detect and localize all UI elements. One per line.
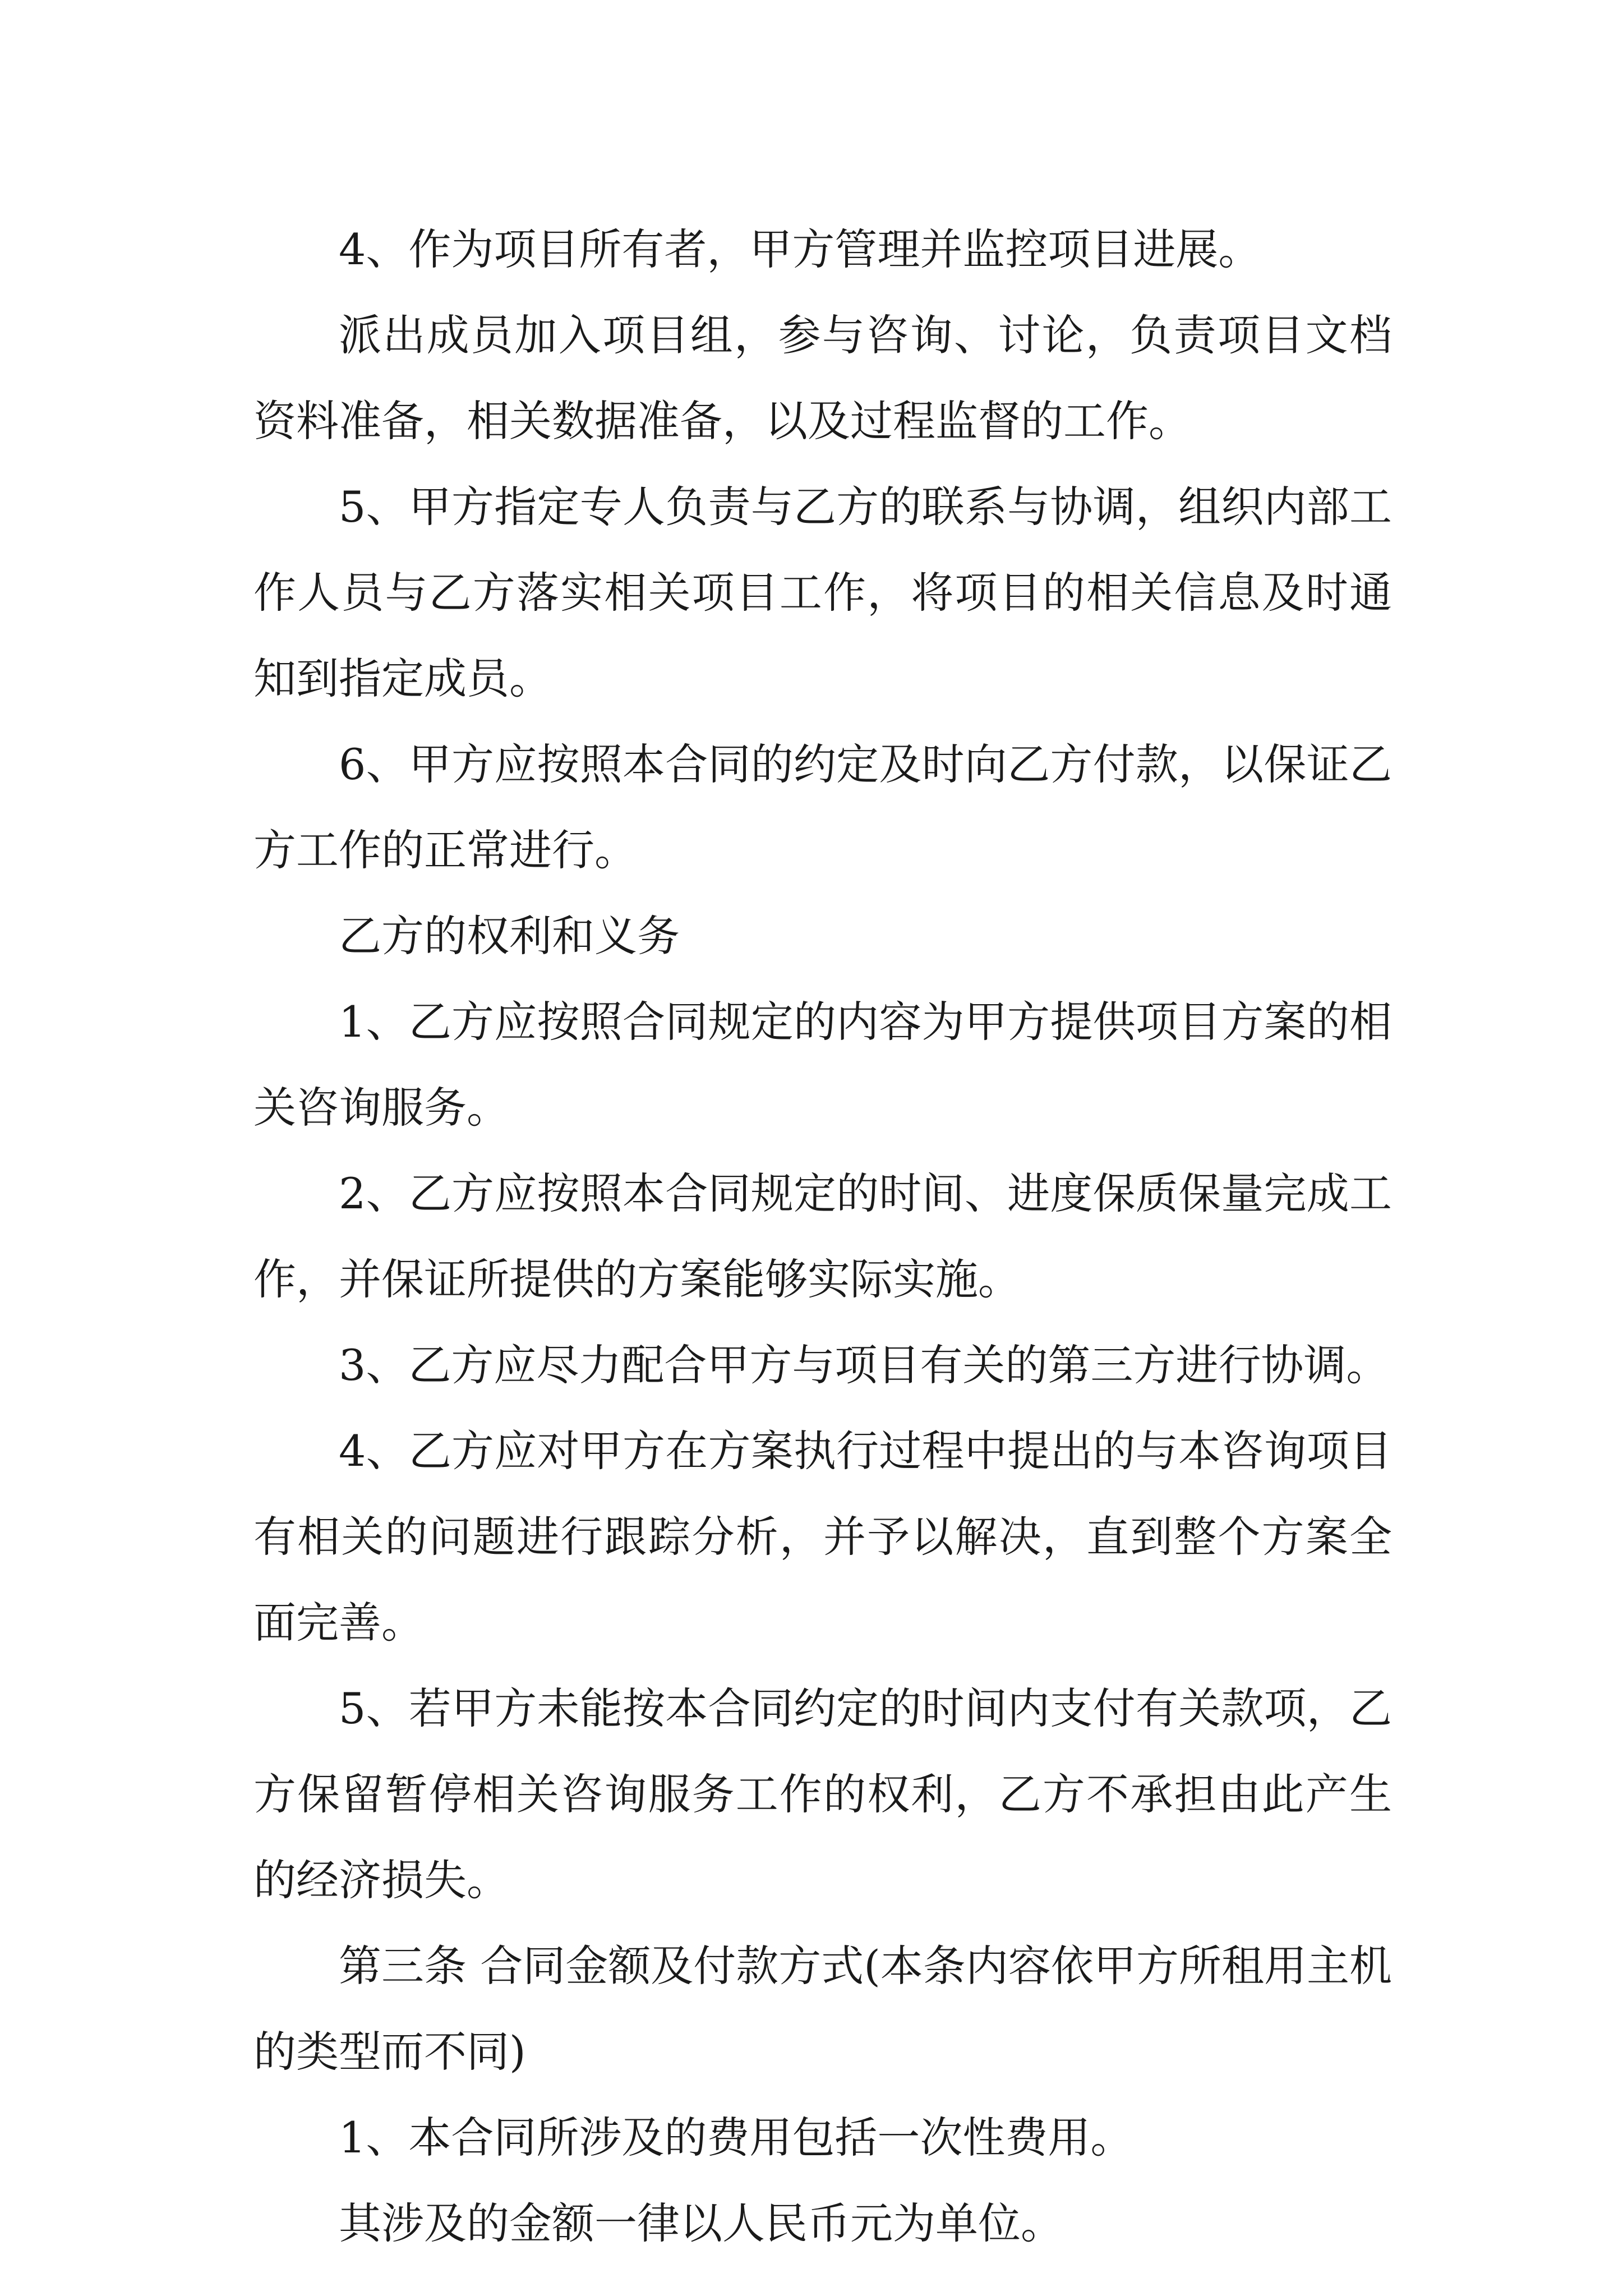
paragraph: 4、乙方应对甲方在方案执行过程中提出的与本咨询项目有相关的问题进行跟踪分析，并予以解决，直到整个方案全面完善。	[253, 1426, 1392, 1648]
paragraph: 1、乙方应按照合同规定的内容为甲方提供项目方案的相关咨询服务。	[253, 997, 1392, 1133]
paragraph: 3、乙方应尽力配合甲方与项目有关的第三方进行协调。	[339, 1340, 1389, 1390]
paragraph: 6、甲方应按照本合同的约定及时向乙方付款，以保证乙方工作的正常进行。	[253, 739, 1392, 875]
paragraph: 派出成员加入项目组，参与咨询、讨论，负责项目文档资料准备，相关数据准备，以及过程监督的工作。	[253, 310, 1392, 446]
paragraph: 其涉及的金额一律以人民币元为单位。	[339, 2198, 1063, 2248]
paragraph: 2、乙方应按照本合同规定的时间、进度保质保量完成工作，并保证所提供的方案能够实际实施。	[253, 1168, 1392, 1304]
paragraph: 4、作为项目所有者，甲方管理并监控项目进展。	[339, 224, 1261, 274]
document-body	[253, 206, 1392, 2266]
paragraph: 5、甲方指定专人负责与乙方的联系与协调，组织内部工作人员与乙方落实相关项目工作，将项目的相关信息及时通知到指定成员。	[253, 482, 1392, 703]
paragraph: 1、本合同所涉及的费用包括一次性费用。	[339, 2113, 1133, 2162]
paragraph: 5、若甲方未能按本合同约定的时间内支付有关款项，乙方保留暂停相关咨询服务工作的权利，乙方不承担由此产生的经济损失。	[253, 1683, 1392, 1905]
article-heading: 第三条 合同金额及付款方式(本条内容依甲方所租用主机的类型而不同)	[253, 1941, 1392, 2077]
section-heading: 乙方的权利和义务	[339, 911, 680, 961]
